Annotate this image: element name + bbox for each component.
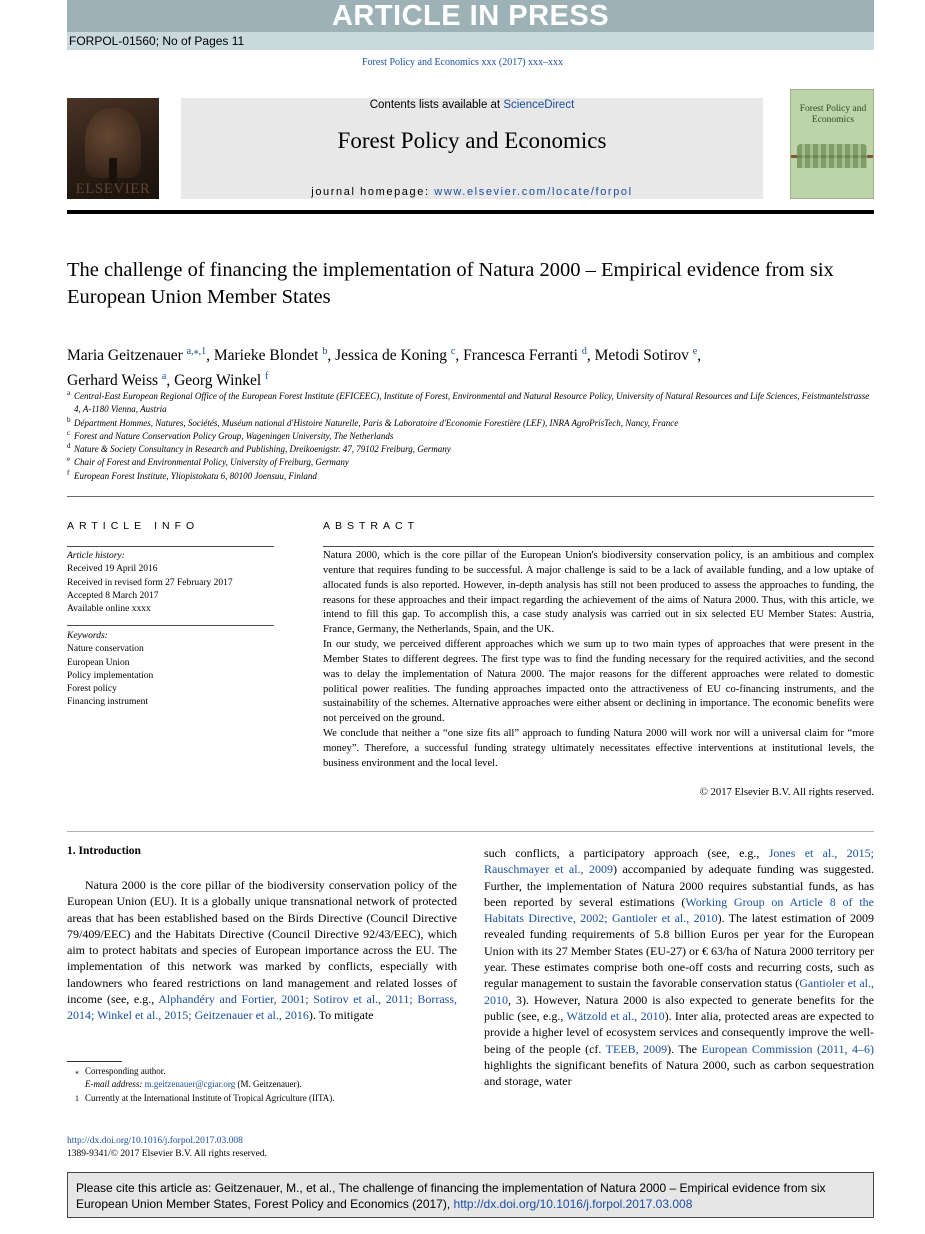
contents-prefix: Contents lists available at — [369, 99, 504, 111]
sciencedirect-link[interactable]: ScienceDirect — [503, 99, 575, 111]
abstract-paragraph: We conclude that neither a “one size fits all” approach to funding Natura 2000 will work nor will a universal claim for “more money”. Therefore, a successful funding strategy ultimately necessitates effective interventions at institutional levels, the business environment and the local level. — [323, 728, 874, 769]
manuscript-id: FORPOL-01560; No of Pages 11 — [69, 34, 245, 48]
history-item: Available online xxxx — [67, 604, 151, 615]
author: Metodi Sotirov $^e$, — [594, 346, 702, 365]
divider — [323, 546, 874, 547]
cover-title: Forest Policy and Economics — [799, 104, 867, 125]
citation-doi-link[interactable]: http://dx.doi.org/10.1016/j.forpol.2017.03.008 — [453, 1197, 693, 1212]
affiliations — [67, 390, 877, 483]
author: Marieke Blondet $^b$, — [213, 346, 336, 365]
homepage-prefix: journal homepage: — [311, 186, 435, 198]
author-affiliation-mark[interactable]: a,⁎,1 — [186, 346, 207, 357]
history-label: Article history: — [67, 551, 125, 561]
affiliation: b Départment Hommes, Natures, Sociétés, Muséum national d'Histoire Naturelle, Paris & Laboratoire d'Economie Forestière (LEF), INRA AgroPrisTech, Nancy, France — [67, 415, 679, 428]
citation-link[interactable]: Alphandéry and Fortier, 2001; Sotirov et al., 2011; Borrass, 2014; Winkel et al., 2015; Geitzenauer et al., 2016 — [67, 992, 457, 1023]
citation-link[interactable]: TEEB, 2009 — [605, 1041, 668, 1056]
citation-text: Please cite this article as: Geitzenauer, M., et al., The challenge of financing the implementation of Natura 2000 – Empirical evidence from six European Union Member States, Forest Policy and Economics (2017), http://dx.doi.org/10.1016/j.forpol.2017.03.008 — [76, 1181, 826, 1212]
body-column-right — [484, 845, 874, 1089]
author-affiliation-mark[interactable]: c — [450, 346, 456, 357]
history-item: Received 19 April 2016 — [67, 564, 158, 575]
header-rule — [67, 210, 874, 214]
journal-reference-link[interactable]: Forest Policy and Economics xxx (2017) xxx–xxx — [361, 57, 564, 68]
contents-line — [181, 99, 763, 111]
journal-title: Forest Policy and Economics — [337, 128, 607, 153]
body-paragraph: such conflicts, a participatory approach (see, e.g., Jones et al., 2015; Rauschmayer et al., 2009) accompanied by adequate funding was suggested. Further, the implementation of Natura 2000 requires substantial funds, as has been reported by several estimations (Working Group on Article 8 of the Habitats Directive, 2002; Gantioler et al., 2010). The latest estimation of 2009 revealed funding requirements of 5.8 billion Euros per year for the European Union with its 27 Member States (EU-27) or € 63/ha of Natura 2000 territory per year. These estimates comprise both one-off costs and recurring costs, such as regular management to sustain the favorable conservation status (Gantioler et al., 2010, 3). However, Natura 2000 is also expected to generate benefits for the public (see, e.g., Wätzold et al., 2010). Inter alia, protected areas are expected to provide a higher level of ecosystem services and consequently improve the well-being of the people (cf. TEEB, 2009). The European Commission (2011, 4–6) highlights the significant benefits of Natura 2000, such as carbon sequestration and storage, water — [484, 846, 875, 1089]
body-paragraph: Natura 2000 is the core pillar of the biodiversity conservation policy of the European Union (EU). It is a globally unique transnational network of protected areas that has been established based on the Birds Directive (Council Directive 79/409/EEC) and the Habitats Directive (Council Directive 92/43/EEC), which aim to protect habitats and species of European importance across the EU. The implementation of this network was marked by conflicts, especially with landowners who feared restrictions on land management and related losses of income (see, e.g., Alphandéry and Fortier, 2001; Sotirov et al., 2011; Borrass, 2014; Winkel et al., 2015; Geitzenauer et al., 2016). To mitigate — [67, 878, 457, 1023]
email-link[interactable]: m.geitzenauer@cgiar.org — [144, 1079, 236, 1090]
history-item: Received in revised form 27 February 2017 — [67, 577, 233, 588]
history-item: Accepted 8 March 2017 — [67, 590, 159, 601]
affiliation: f European Forest Institute, Yliopistokatu 6, 80100 Joensuu, Finland — [67, 468, 317, 481]
footnote-email: E-mail address: m.geitzenauer@cgiar.org (M. Geitzenauer). — [85, 1079, 302, 1090]
keyword: Financing instrument — [67, 697, 149, 708]
affiliation: d Nature & Society Consultancy in Research and Publishing, Dreikoenigstr. 47, 79102 Freiburg, Germany — [67, 442, 451, 455]
footnote-corresponding: ⁎ Corresponding author. — [75, 1066, 166, 1076]
cover-trees-icon — [797, 144, 867, 168]
abstract-body — [323, 549, 874, 772]
author-affiliation-mark[interactable]: b — [322, 346, 328, 357]
author-affiliation-mark[interactable]: d — [581, 346, 587, 357]
keywords — [67, 630, 274, 710]
divider — [67, 546, 274, 547]
author-list — [67, 341, 867, 391]
author: Maria Geitzenauer $^{a,⁎,1}$, — [67, 346, 214, 365]
citation-link[interactable]: Gantioler et al., 2010 — [484, 976, 874, 1007]
divider — [67, 831, 874, 832]
author-affiliation-mark[interactable]: f — [265, 371, 269, 383]
footnote-1: 1 Currently at the International Institute of Tropical Agriculture (IITA). — [75, 1092, 335, 1103]
author-affiliation-mark[interactable]: e — [692, 346, 698, 357]
affiliation: a Central-East European Regional Office of the European Forest Institute (EFICEEC), Institute of Forest, Environmental and Natural Resource Policy, University of Natural Resources and Life Sciences, Feistmantelstrasse 4, A-1180 Vienna, Austria — [67, 389, 870, 415]
abstract-paragraph: Natura 2000, which is the core pillar of the European Union's biodiversity conservation policy, is an ambitious and complex venture that requires funding to be successful. A major challenge is said to be a lack of available funding, and a low uptake of allocated funds is also reported. However, in-depth analysis has still not been produced to assess the approaches to funding, the reasons for these approaches and their impact regarding the achievement of the aims of Natura 2000. Thus, with this article, we intend to fill this gap. To accomplish this, a case study analysis was carried out in six selected EU Member States: Austria, France, Germany, the Netherlands, Spain, and the UK. — [323, 550, 874, 636]
abstract-heading: ABSTRACT — [323, 520, 420, 532]
keyword: Nature conservation — [67, 644, 144, 655]
divider — [67, 496, 874, 497]
abstract-copyright: © 2017 Elsevier B.V. All rights reserved. — [699, 787, 874, 798]
article-history — [67, 550, 274, 616]
affiliation: c Forest and Nature Conservation Policy Group, Wageningen University, The Netherlands — [67, 428, 394, 441]
homepage-link[interactable]: www.elsevier.com/locate/forpol — [434, 186, 633, 198]
citation-link[interactable]: Jones et al., 2015; Rauschmayer et al., 2009 — [484, 846, 874, 877]
keyword: Policy implementation — [67, 670, 154, 681]
author: Georg Winkel $^f$ — [174, 371, 269, 390]
divider — [67, 625, 274, 626]
journal-homepage — [181, 186, 763, 198]
article-title: The challenge of financing the implementation of Natura 2000 – Empirical evidence from six European Union Member States — [67, 259, 834, 308]
doi-block — [67, 1135, 267, 1162]
elsevier-logo — [67, 98, 159, 199]
author: Gerhard Weiss $^a$, — [67, 371, 175, 390]
issn-line: 1389-9341/© 2017 Elsevier B.V. All rights reserved. — [67, 1149, 267, 1160]
doi-link[interactable]: http://dx.doi.org/10.1016/j.forpol.2017.03.008 — [67, 1136, 243, 1146]
author: Jessica de Koning $^c$, — [335, 346, 464, 365]
article-info-heading: ARTICLE INFO — [67, 520, 200, 532]
body-column-left — [67, 877, 457, 1024]
journal-reference[interactable] — [0, 57, 925, 68]
footnote-rule — [67, 1061, 122, 1062]
journal-cover[interactable] — [790, 89, 874, 199]
citation-link[interactable]: Working Group on Article 8 of the Habitats Directive, 2002; Gantioler et al., 2010 — [484, 894, 874, 926]
citation-link[interactable]: European Commission (2011, 4–6) — [701, 1041, 875, 1056]
elsevier-logo-text: ELSEVIER — [75, 181, 151, 197]
footnotes — [67, 1065, 457, 1105]
article-in-press-label: ARTICLE IN PRESS — [331, 0, 610, 32]
author: Francesca Ferranti $^d$, — [463, 346, 595, 365]
affiliation: e Chair of Forest and Environmental Policy, University of Freiburg, Germany — [67, 455, 349, 468]
keyword: European Union — [67, 657, 130, 668]
author-affiliation-mark[interactable]: a — [161, 371, 167, 383]
section-heading-introduction: 1. Introduction — [67, 845, 141, 857]
keywords-label: Keywords: — [67, 631, 108, 641]
abstract-paragraph: In our study, we perceived different approaches which we sum up to two main types of approaches that were present in the Member States to different degrees. The first type was to find the funding necessary for the required activities, and the second was to delay the implementation of Natura 2000. The major reasons for the different approaches were related to domestic political power realities. The funding approaches impacted onto the attractiveness of EU co-financing instruments, and the sustainability of the schemes. Alternative approaches were either absent or declining in importance. The economic benefits were not perceived on the ground. — [323, 639, 874, 725]
keyword: Forest policy — [67, 684, 117, 695]
citation-link[interactable]: Wätzold et al., 2010 — [566, 1008, 665, 1023]
